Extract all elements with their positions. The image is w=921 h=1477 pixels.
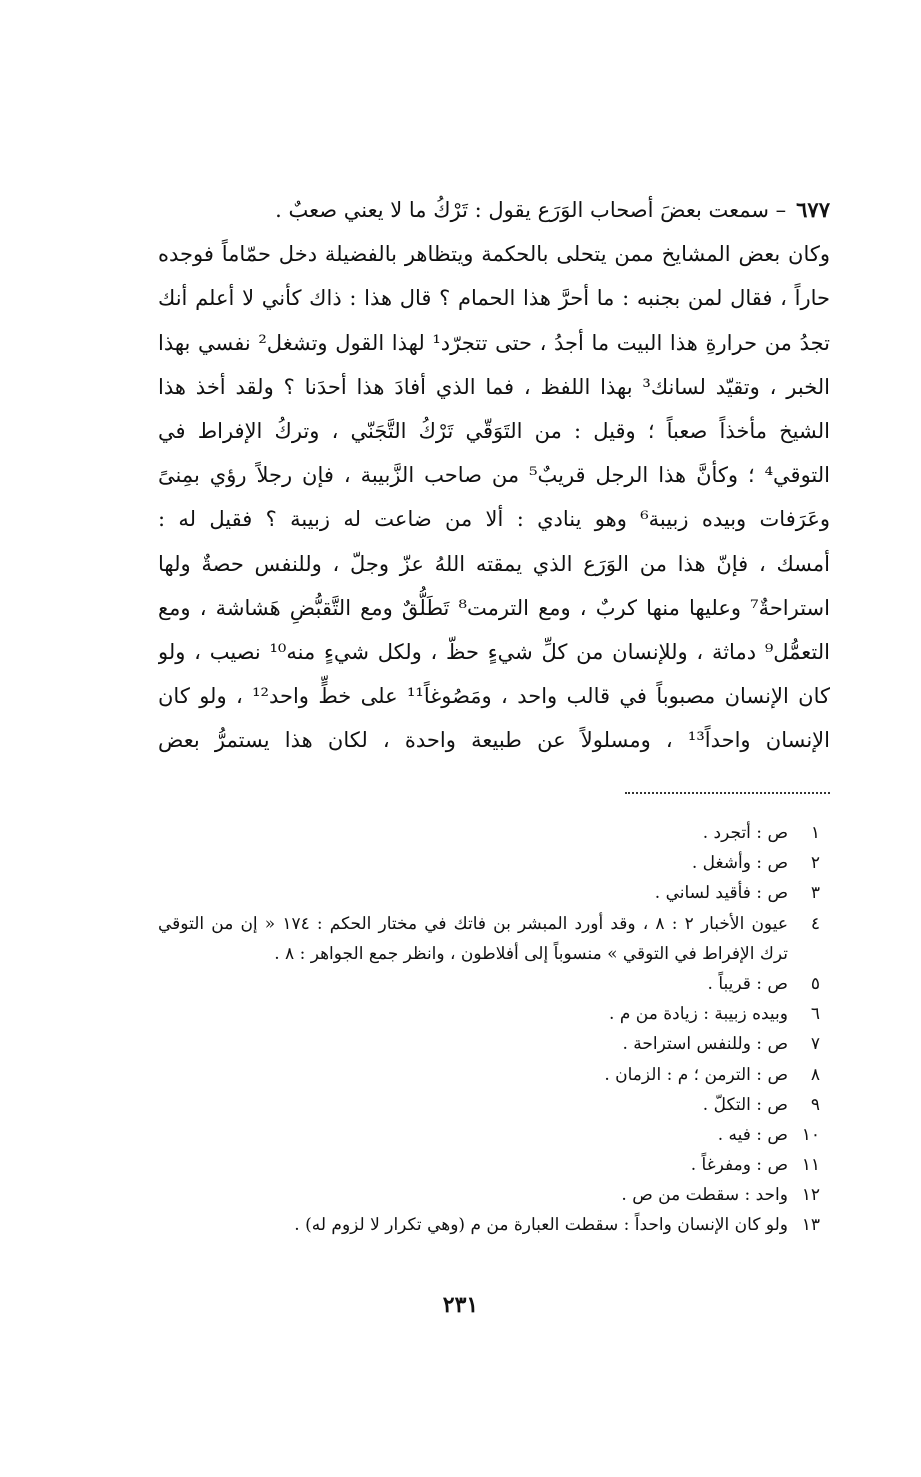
footnote-number: ٢	[810, 853, 820, 874]
footnote-3	[158, 878, 830, 908]
footnote-number: ١٢	[801, 1185, 820, 1206]
text-line-8: وعَرَفات وبيده زبيبة⁶ وهو ينادي : ألا من ضاعت له زبيبة ؟ فقيل له :	[158, 507, 830, 532]
footnote-text: ص : فيه .	[717, 1124, 788, 1145]
footnote-text: وبيده زبيبة : زيادة من م .	[609, 1004, 788, 1025]
footnote-number: ٧	[810, 1034, 820, 1055]
footnote-text: ص : وأشغل .	[691, 853, 788, 874]
footnote-text: ص : التكلّ .	[702, 1094, 788, 1115]
footnote-number: ٩	[810, 1094, 820, 1115]
footnote-number: ١٣	[801, 1215, 820, 1236]
footnote-text: عيون الأخبار ٢ : ٨ ، وقد أورد المبشر بن فاتك في مختار الحكم : ١٧٤ « إن من التوقي ترك الإفراط في التوقي » منسوباً إلى أفلاطون ، وانظر جمع الجواهر : ٨ .	[158, 913, 788, 964]
footnote-text: واحد : سقطت من ص .	[621, 1185, 788, 1206]
page-number: ٢٣١	[442, 1292, 479, 1318]
text-line-1	[158, 188, 830, 232]
footnote-separator	[625, 792, 830, 794]
text-line-1-content: – سمعت بعضَ أصحاب الوَرَع يقول : تَرْكُ ما لا يعني صعبٌ .	[275, 198, 787, 222]
paragraph-number: ٦٧٧	[796, 197, 830, 222]
footnotes-list	[158, 818, 830, 1241]
footnote-6	[158, 999, 830, 1029]
main-text-block	[158, 188, 830, 762]
text-line-12: كان الإنسان مصبوباً في قالب واحد ، ومَصُوغاً¹¹ على خطٍّ واحد¹² ، ولو كان	[158, 684, 830, 709]
text-line-10: استراحةٌ⁷ وعليها منها كربٌ ، ومع الترمت⁸ تَطَلُّقٌ ومع التَّقبُّضِ هَشاشة ، ومع	[158, 595, 830, 620]
text-line-4: تجدُ من حرارةِ هذا البيت ما أجدُ ، حتى تتجرّد¹ لهذا القول وتشغل² نفسي بهذا	[158, 330, 830, 355]
footnote-text: ص : فأقيد لساني .	[654, 883, 788, 904]
footnote-2	[158, 848, 830, 878]
footnote-4	[158, 909, 830, 969]
footnote-5	[158, 969, 830, 999]
text-line-3: حاراً ، فقال لمن بجنبه : ما أحرَّ هذا الحمام ؟ قال هذا : ذاك كأني لا أعلم أنك	[158, 286, 830, 311]
footnote-text: ص : قريباً .	[707, 973, 788, 994]
text-line-6: الشيخ مأخذاً صعباً ؛ وقيل : من التَوَقّي تَرْكُ التَّجَنّي ، وتركُ الإفراط في	[158, 418, 830, 443]
footnote-8	[158, 1060, 830, 1090]
text-line-13: الإنسان واحداً¹³ ، ومسلولاً عن طبيعة واحدة ، لكان هذا يستمرُّ بعض	[158, 728, 830, 753]
text-line-9: أمسك ، فإنّ هذا من الوَرَع الذي يمقته اللهُ عزّ وجلّ ، وللنفس حصةٌ ولها	[158, 551, 830, 576]
footnote-number: ٤	[810, 913, 820, 934]
footnote-text: ص : أتجرد .	[702, 823, 788, 843]
footnote-number: ٦	[810, 1004, 820, 1025]
footnote-9	[158, 1090, 830, 1120]
footnote-12	[158, 1180, 830, 1210]
text-line-11: التعمُّل⁹ دماثة ، وللإنسان من كلِّ شيءٍ حظّ ، ولكل شيءٍ منه¹⁰ نصيب ، ولو	[158, 639, 830, 664]
footnote-10	[158, 1120, 830, 1150]
footnote-text: ص : ومفرغاً .	[690, 1155, 788, 1176]
footnote-13	[158, 1210, 830, 1240]
text-line-5: الخبر ، وتقيّد لسانك³ بهذا اللفظ ، فما الذي أفادَ هذا أحدَنا ؟ ولقد أخذ هذا	[158, 374, 830, 399]
footnote-number: ٨	[810, 1064, 820, 1085]
footnote-11	[158, 1150, 830, 1180]
footnote-number: ٣	[810, 883, 820, 904]
footnote-text: ص : الترمن ؛ م : الزمان .	[604, 1064, 788, 1085]
footnote-1	[158, 818, 830, 848]
footnote-text: ولو كان الإنسان واحداً : سقطت العبارة من م (وهي تكرار لا لزوم له) .	[294, 1215, 788, 1236]
footnote-text: ص : وللنفس استراحة .	[622, 1034, 788, 1055]
text-line-7: التوقي⁴ ؛ وكأنَّ هذا الرجل قريبٌ⁵ من صاحب الزَّبيبة ، فإن رجلاً رؤي بمِنىً	[158, 463, 830, 488]
footnote-number: ٥	[810, 973, 820, 994]
footnote-number: ١١	[801, 1155, 820, 1176]
text-line-2: وكان بعض المشايخ ممن يتحلى بالحكمة ويتظاهر بالفضيلة دخل حمّاماً فوجده	[158, 242, 830, 267]
footnote-number: ١٠	[801, 1124, 820, 1145]
footnote-number: ١	[810, 823, 820, 843]
footnote-7	[158, 1029, 830, 1059]
